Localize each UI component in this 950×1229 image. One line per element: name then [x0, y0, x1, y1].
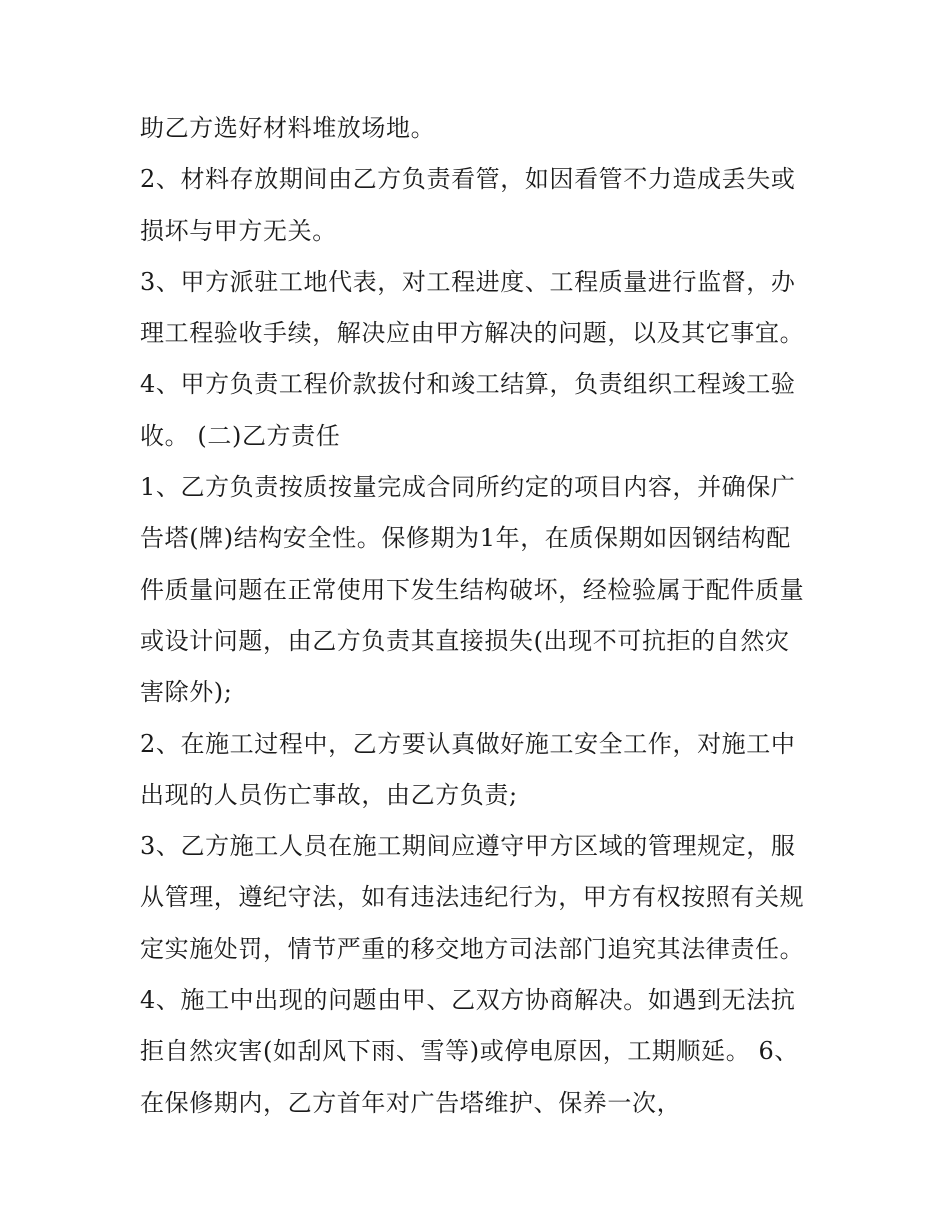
text-line: 收。 (二)乙方责任 [140, 421, 341, 450]
text-line: 害除外); [140, 678, 233, 707]
text-line: 出现的人员伤亡事故，由乙方负责; [140, 780, 518, 809]
text-line: 拒自然灾害(如刮风下雨、雪等)或停电原因，工期顺延。 6、 [140, 1037, 800, 1066]
text-line: 2、材料存放期间由乙方负责看管，如因看管不力造成丢失或 [140, 165, 796, 194]
text-line: 件质量问题在正常使用下发生结构破坏，经检验属于配件质量 [140, 575, 805, 604]
document-body [140, 103, 820, 1129]
text-line: 4、施工中出现的问题由甲、乙双方协商解决。如遇到无法抗 [140, 986, 796, 1015]
text-line: 2、在施工过程中，乙方要认真做好施工安全工作，对施工中 [140, 729, 796, 758]
text-line: 4、甲方负责工程价款拔付和竣工结算，负责组织工程竣工验 [140, 370, 796, 399]
text-line: 从管理，遵纪守法，如有违法违纪行为，甲方有权按照有关规 [140, 883, 805, 912]
text-line: 损坏与甲方无关。 [140, 216, 337, 245]
text-line: 或设计问题，由乙方负责其直接损失(出现不可抗拒的自然灾 [140, 626, 790, 655]
text-line: 助乙方选好材料堆放场地。 [140, 114, 436, 142]
text-line: 3、乙方施工人员在施工期间应遵守甲方区域的管理规定，服 [140, 832, 796, 861]
text-line: 1、乙方负责按质按量完成合同所约定的项目内容，并确保广 [140, 473, 796, 502]
text-line: 告塔(牌)结构安全性。保修期为1年，在质保期如因钢结构配 [140, 524, 791, 553]
text-line: 在保修期内，乙方首年对广告塔维护、保养一次， [140, 1088, 682, 1117]
text-line: 理工程验收手续，解决应由甲方解决的问题，以及其它事宜。 [140, 319, 805, 348]
text-line: 3、甲方派驻工地代表，对工程进度、工程质量进行监督，办 [140, 267, 796, 296]
text-line: 定实施处罚，情节严重的移交地方司法部门追究其法律责任。 [140, 934, 805, 963]
